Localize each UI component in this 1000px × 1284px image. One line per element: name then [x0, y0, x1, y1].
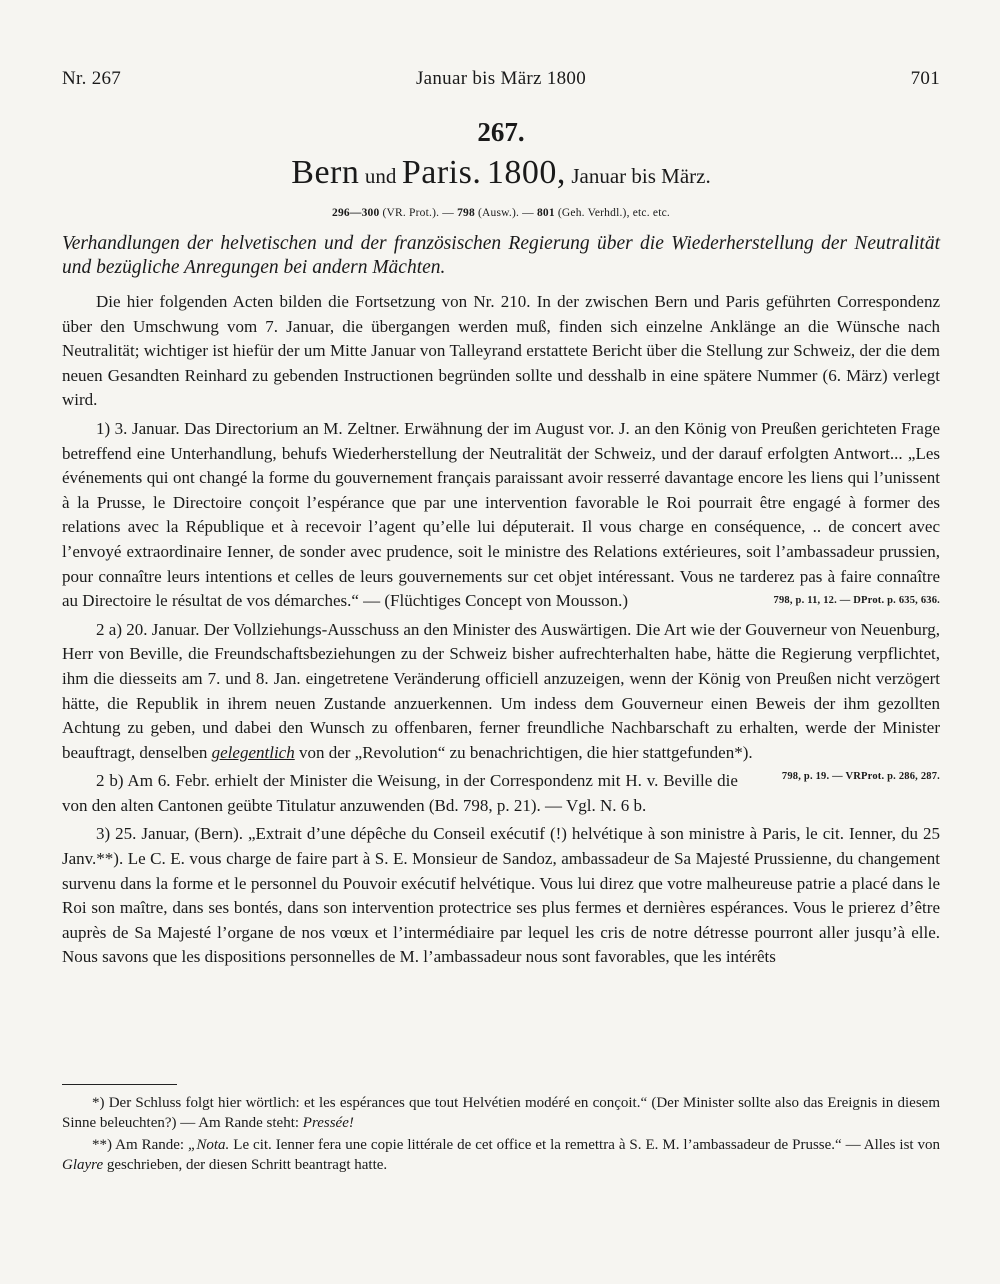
running-title: Januar bis März 1800	[415, 68, 587, 89]
document-number: 267.	[477, 117, 525, 147]
ref-light-3: (Geh. Verhdl.), etc. etc.	[557, 207, 670, 219]
body-text	[62, 290, 940, 970]
paragraph-3: 3) 25. Januar, (Bern). „Extrait d’une dépêche du Conseil exécutif (!) helvétique à son ministre à Paris, le cit. Ienner, du 25 Janv.**). Le C. E. vous charge de faire part à S. E. Monsieur de Sandoz, ambassadeur de Sa Majesté Prussienne, du changement survenu dans la forme et le personnel du Pouvoir exécutif helvétique. Vous lui direz que votre malheureuse patrie a placé dans le Roi son maître, dans ses bontés, dans son intervention protectrice ses plus fermes et dernières espérances. Vous le prierez d’être auprès de Sa Majesté l’organe de nos vœux et l’intermédiaire par lequel les cris de notre détresse pourront aller jusqu’à elle. Nous savons que les dispositions personnelles de M. l’ambassadeur nous sont favorables, que les intérêts	[62, 824, 940, 967]
title-place-b: Paris.	[401, 154, 482, 191]
paragraph-1	[62, 417, 940, 614]
paragraph-2a	[62, 618, 940, 783]
page-number-left: Nr. 267	[62, 68, 122, 89]
archive-reference	[62, 207, 940, 219]
paragraph-1-text: 1) 3. Januar. Das Directorium an M. Zeltner. Erwähnung der im August vor. J. an den König von Preußen gerichteten Frage betreffend eine Unterhandlung, behufs Wiederherstellung der Neutralität der Schweiz, und der darauf erfolgten Antwort... „Les événements qui ont changé la forme du gouvernement français paraissant avoir resserré davantage encore les liens qui l’unissent à la Prusse, le Directoire conçoit l’espérance que par une intervention favorable le Roi pourrait être engagé à former des relations avec la République et à recevoir l’agent qu’elle lui députerait. Il vous charge en conséquence, .. de concert avec l’envoyé extraordinaire Ienner, de sonder avec prudence, soit le ministre des Relations extérieures, soit l’ambassadeur prussien, pour connaître leurs intentions et celles de leurs gouvernements sur cet objet intéressant. Vous ne tarderez pas à faire connaître au Directoire le résultat de vos démarches.“ — (Flüchtiges Concept von Mousson.)	[62, 418, 940, 611]
title-place-a: Bern	[291, 154, 360, 191]
title-und: und	[364, 164, 397, 188]
footnote-divider	[62, 1084, 177, 1085]
citation-1: 798, p. 11, 12. — DProt. p. 635, 636.	[773, 595, 940, 607]
document-summary: Verhandlungen der helvetischen und der französischen Regierung über die Wiederherstellung der Neutralität und bezügliche Anregungen bei andern Mächten.	[62, 233, 940, 278]
paragraph-2a-emphasis: gelegentlich	[211, 742, 295, 762]
ref-bold-3: 801	[536, 207, 555, 219]
page-number: 701	[910, 68, 940, 89]
footnote-1-text: *) Der Schluss folgt hier wörtlich: et les espérances que tout Helvétien modéré en conçoit.“ (Der Minister sollte also das Ereignis in diesem Sinne beleuchten?) — Am Rande steht:	[62, 1095, 940, 1131]
footnote-1	[62, 1094, 940, 1133]
paragraph-2b: 2 b) Am 6. Febr. erhielt der Minister die Weisung, in der Correspondenz mit H. v. Beville die von den alten Cantonen geübte Titulatur anzuwenden (Bd. 798, p. 21). — Vgl. N. 6 b.	[62, 771, 738, 815]
footnote-2-emphasis-1: „Nota.	[188, 1137, 230, 1153]
ref-light-2: (Ausw.). —	[478, 207, 534, 219]
intro-paragraph: Die hier folgenden Acten bilden die Fortsetzung von Nr. 210. In der zwischen Bern und Paris geführten Correspondenz über den Umschwung vom 7. Januar, die übergangen werden muß, finden sich einzelne Anklänge an die Wünsche nach Neutralität; wichtiger ist hiefür der um Mitte Januar von Talleyrand erstattete Bericht über die Stellung zur Schweiz, der die dem neuen Gesandten Reinhard zu gebenden Instructionen begründen sollte und desshalb in eine spätere Nummer (6. März) verlegt wird.	[62, 292, 940, 410]
footnote-2-text-c: geschrieben, der diesen Schritt beantragt hatte.	[106, 1156, 388, 1173]
paragraph-2a-text-1: 2 a) 20. Januar. Der Vollziehungs-Ausschuss an den Minister des Auswärtigen. Die Art wie der Gouverneur von Neuenburg, Herr von Beville, die Freundschaftsbeziehungen zu der Schweiz bisher aufrechterhalten habe, hätte die Regierung verpflichtet, ihm die diesseits am 7. und 8. Jan. eingetretene Veränderung officiell anzuzeigen, wenn der König von Preußen nicht verzögert hätte, die Republik in ihrem neuen Zustande anzuerkennen. Um indess dem Gouverneur einen Beweis der ihm gezollten Achtung zu geben, und dabei den Wunsch zu offenbaren, ferner freundliche Nachbarschaft zu erhalten, werde der Minister beauftragt, denselben	[62, 619, 940, 762]
document-title	[62, 156, 940, 193]
ref-bold-1: 296—300	[332, 207, 380, 219]
footnotes	[62, 1094, 940, 1178]
paragraph-2a-text-2: von der „Revolution“ zu benachrichtigen, die hier stattgefunden*).	[298, 742, 753, 762]
footnote-2-text-b: Le cit. Ienner fera une copie littérale de cet office et la remettra à S. E. M. l’ambassadeur de Prusse.“ — Alles ist von	[233, 1137, 941, 1153]
footnote-2-text-a: **) Am Rande:	[92, 1137, 185, 1153]
footnote-1-emphasis: Pressée!	[302, 1114, 354, 1131]
footnote-2	[62, 1136, 940, 1175]
running-header	[62, 68, 940, 98]
ref-light-1: (VR. Prot.). —	[382, 207, 454, 219]
title-year: 1800,	[486, 154, 566, 191]
ref-bold-2: 798	[457, 207, 475, 219]
title-period: Januar bis März.	[571, 164, 711, 188]
footnote-2-emphasis-2: Glayre	[62, 1156, 104, 1173]
citation-2a: 798, p. 19. — VRProt. p. 286, 287.	[781, 771, 940, 783]
